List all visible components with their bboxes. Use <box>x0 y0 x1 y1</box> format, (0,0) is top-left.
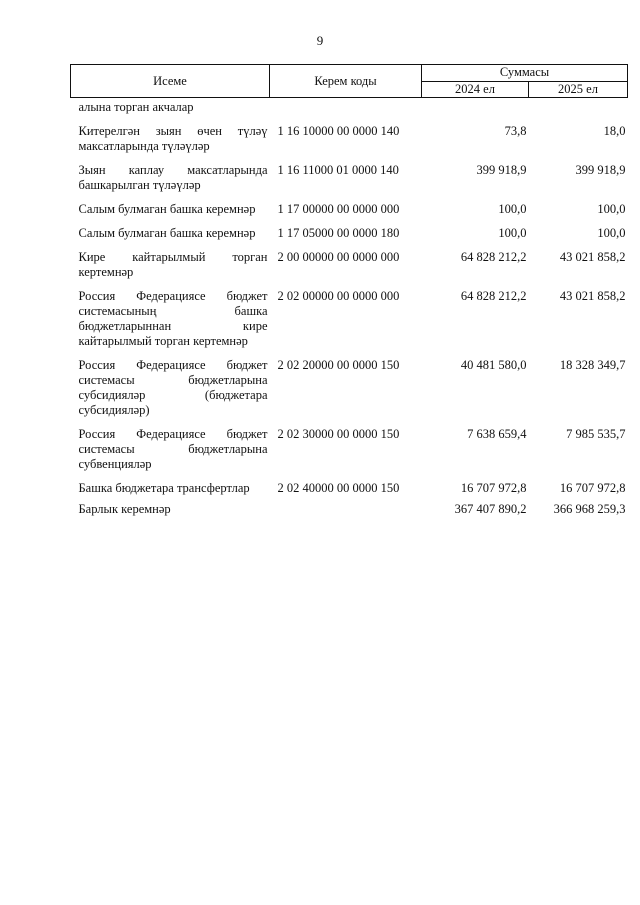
table-row <box>71 241 628 280</box>
row-value-2025: 100,0 <box>597 202 626 216</box>
row-name: алына торган акчалар <box>78 100 194 114</box>
row-value-2024: 73,8 <box>504 124 527 138</box>
row-value-2024: 16 707 972,8 <box>460 481 527 495</box>
table-row <box>71 349 628 418</box>
row-value-2024: 64 828 212,2 <box>460 289 527 303</box>
row-code: 2 02 00000 00 0000 000 <box>277 289 400 303</box>
row-code: 1 17 00000 00 0000 000 <box>277 202 400 216</box>
row-code <box>270 98 422 116</box>
row-code: 1 16 10000 00 0000 140 <box>277 124 400 138</box>
row-name: Китерелгән зыян өчен түләү максатларында түләүләр <box>78 124 268 153</box>
total-label: Барлык керемнәр <box>78 502 171 516</box>
row-value-2025: 43 021 858,2 <box>559 289 626 303</box>
table-row <box>71 418 628 472</box>
table-row <box>71 193 628 217</box>
row-code: 2 02 30000 00 0000 150 <box>277 427 400 441</box>
row-value-2025: 43 021 858,2 <box>559 250 626 264</box>
page-number: 9 <box>316 33 324 48</box>
row-code: 2 02 40000 00 0000 150 <box>277 481 400 495</box>
table-row <box>71 154 628 193</box>
row-value-2025: 7 985 535,7 <box>566 427 626 441</box>
row-value-2025 <box>529 98 628 116</box>
row-value-2024: 399 918,9 <box>476 163 527 177</box>
budget-table <box>70 64 628 517</box>
row-name: Кире кайтарылмый торган кертемнәр <box>78 250 268 279</box>
row-name: Башка бюджетара трансфертлар <box>78 481 250 495</box>
table-row <box>71 280 628 349</box>
table-row <box>71 217 628 241</box>
row-value-2024: 40 481 580,0 <box>460 358 527 372</box>
header-name: Исеме <box>71 65 270 98</box>
table-body <box>71 98 628 518</box>
row-name: Россия Федерациясе бюджет системасы бюджетларына субсидияләр (бюджетара субсидияләр) <box>78 358 268 417</box>
row-value-2025: 100,0 <box>597 226 626 240</box>
total-code <box>270 496 422 517</box>
table-row <box>71 115 628 154</box>
row-value-2024: 100,0 <box>498 202 527 216</box>
row-value-2025: 18 328 349,7 <box>559 358 626 372</box>
header-year-2024: 2024 ел <box>422 81 529 98</box>
row-name: Россия Федерациясе бюджет системасының башка бюджетларыннан кире кайтарылмый торган кертемнәр <box>78 289 268 348</box>
row-name: Зыян каплау максатларында башкарылган түләүләр <box>78 163 268 192</box>
total-value-2024: 367 407 890,2 <box>454 502 527 516</box>
row-code: 2 00 00000 00 0000 000 <box>277 250 400 264</box>
row-name: Салым булмаган башка керемнәр <box>78 226 256 240</box>
row-value-2025: 18,0 <box>603 124 626 138</box>
table-row <box>71 98 628 116</box>
total-value-2025: 366 968 259,3 <box>553 502 626 516</box>
table-header <box>71 65 628 98</box>
header-amounts: Суммасы <box>422 65 628 82</box>
row-value-2025: 399 918,9 <box>575 163 626 177</box>
row-name: Россия Федерациясе бюджет системасы бюджетларына субвенцияләр <box>78 427 268 471</box>
row-value-2024: 64 828 212,2 <box>460 250 527 264</box>
row-name: Салым булмаган башка керемнәр <box>78 202 256 216</box>
table-row <box>71 472 628 496</box>
row-value-2024 <box>422 98 529 116</box>
row-value-2024: 100,0 <box>498 226 527 240</box>
header-year-2025: 2025 ел <box>529 81 628 98</box>
table-row-total <box>71 496 628 517</box>
header-code: Керем коды <box>270 65 422 98</box>
row-code: 1 16 11000 01 0000 140 <box>277 163 399 177</box>
row-value-2025: 16 707 972,8 <box>559 481 626 495</box>
row-code: 2 02 20000 00 0000 150 <box>277 358 400 372</box>
row-value-2024: 7 638 659,4 <box>467 427 527 441</box>
row-code: 1 17 05000 00 0000 180 <box>277 226 400 240</box>
